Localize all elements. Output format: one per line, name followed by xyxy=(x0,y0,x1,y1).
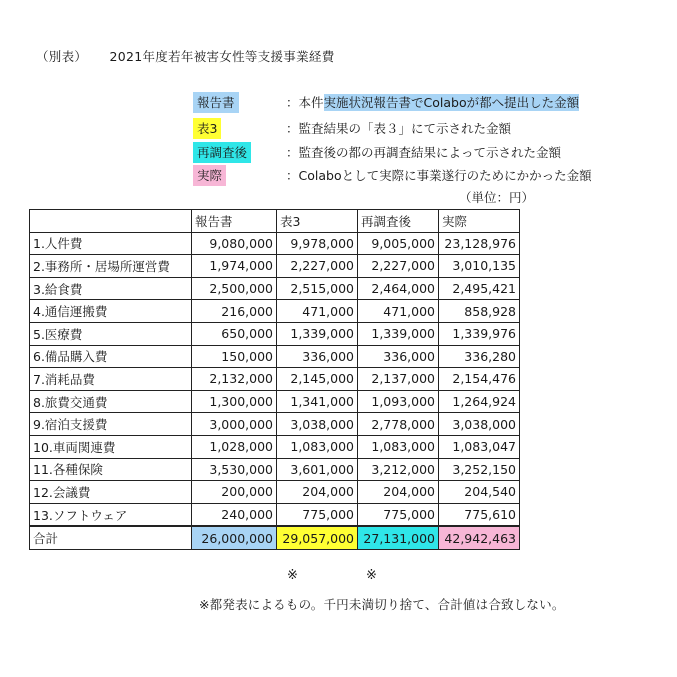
table-row xyxy=(30,255,520,278)
expense-table xyxy=(29,209,520,550)
unit-label: （単位：円） xyxy=(459,190,535,205)
table-row xyxy=(30,390,520,413)
cell-reinvestigation: 1,339,000 xyxy=(358,322,439,345)
cell-reinvestigation: 2,227,000 xyxy=(358,255,439,278)
cell-table3: 204,000 xyxy=(277,481,358,504)
legend-row-report xyxy=(193,92,580,113)
cell-report: 1,028,000 xyxy=(192,435,277,458)
cell-report: 2,132,000 xyxy=(192,368,277,391)
cell-report: 200,000 xyxy=(192,481,277,504)
note-mark-table3: ※ xyxy=(287,568,298,583)
cell-reinvestigation: 3,212,000 xyxy=(358,458,439,481)
header-report: 報告書 xyxy=(192,210,277,233)
row-label: 12.会議費 xyxy=(30,481,192,504)
cell-actual: 1,339,976 xyxy=(439,322,520,345)
table-row xyxy=(30,300,520,323)
table-row xyxy=(30,232,520,255)
table-row xyxy=(30,345,520,368)
row-label: 5.医療費 xyxy=(30,322,192,345)
total-report: 26,000,000 xyxy=(192,526,277,549)
cell-table3: 1,341,000 xyxy=(277,390,358,413)
legend-key-report: 報告書 xyxy=(193,92,239,113)
cell-report: 150,000 xyxy=(192,345,277,368)
cell-reinvestigation: 204,000 xyxy=(358,481,439,504)
legend-desc-table3: ：監査結果の「表３」にて示された金額 xyxy=(286,121,512,136)
row-label: 2.事務所・居場所運営費 xyxy=(30,255,192,278)
cell-reinvestigation: 1,083,000 xyxy=(358,435,439,458)
cell-report: 9,080,000 xyxy=(192,232,277,255)
cell-actual: 3,252,150 xyxy=(439,458,520,481)
row-label: 1.人件費 xyxy=(30,232,192,255)
row-label: 3.給食費 xyxy=(30,277,192,300)
cell-reinvestigation: 2,464,000 xyxy=(358,277,439,300)
cell-table3: 471,000 xyxy=(277,300,358,323)
cell-report: 2,500,000 xyxy=(192,277,277,300)
cell-actual: 858,928 xyxy=(439,300,520,323)
document-title xyxy=(36,47,335,65)
cell-reinvestigation: 9,005,000 xyxy=(358,232,439,255)
cell-actual: 3,038,000 xyxy=(439,413,520,436)
cell-actual: 204,540 xyxy=(439,481,520,504)
title-text: 2021年度若年被害女性等支援事業経費 xyxy=(109,49,335,64)
cell-report: 1,974,000 xyxy=(192,255,277,278)
row-label: 6.備品購入費 xyxy=(30,345,192,368)
table-row xyxy=(30,503,520,526)
cell-actual: 775,610 xyxy=(439,503,520,526)
row-label: 4.通信運搬費 xyxy=(30,300,192,323)
cell-report: 1,300,000 xyxy=(192,390,277,413)
row-label: 9.宿泊支援費 xyxy=(30,413,192,436)
cell-table3: 2,227,000 xyxy=(277,255,358,278)
table-row xyxy=(30,435,520,458)
cell-actual: 23,128,976 xyxy=(439,232,520,255)
row-label: 11.各種保険 xyxy=(30,458,192,481)
cell-table3: 336,000 xyxy=(277,345,358,368)
table-row xyxy=(30,458,520,481)
legend-row-table3 xyxy=(193,118,512,139)
cell-table3: 3,601,000 xyxy=(277,458,358,481)
legend-key-reinvestigation: 再調査後 xyxy=(193,142,251,163)
cell-actual: 336,280 xyxy=(439,345,520,368)
annex-label: （別表） xyxy=(36,49,88,64)
legend-desc-reinvestigation: ：監査後の都の再調査結果によって示された金額 xyxy=(286,145,562,160)
cell-table3: 2,515,000 xyxy=(277,277,358,300)
cell-actual: 3,010,135 xyxy=(439,255,520,278)
table-header-row xyxy=(30,210,520,233)
cell-table3: 775,000 xyxy=(277,503,358,526)
total-actual: 42,942,463 xyxy=(439,526,520,549)
header-blank xyxy=(30,210,192,233)
cell-table3: 1,083,000 xyxy=(277,435,358,458)
cell-report: 3,530,000 xyxy=(192,458,277,481)
cell-report: 650,000 xyxy=(192,322,277,345)
legend-key-actual: 実際 xyxy=(193,165,226,186)
cell-actual: 1,083,047 xyxy=(439,435,520,458)
row-label: 7.消耗品費 xyxy=(30,368,192,391)
cell-table3: 3,038,000 xyxy=(277,413,358,436)
cell-report: 3,000,000 xyxy=(192,413,277,436)
header-actual: 実際 xyxy=(439,210,520,233)
cell-actual: 1,264,924 xyxy=(439,390,520,413)
table-row xyxy=(30,481,520,504)
cell-reinvestigation: 1,093,000 xyxy=(358,390,439,413)
legend-key-table3: 表3 xyxy=(193,118,221,139)
table-total-row xyxy=(30,526,520,549)
cell-report: 240,000 xyxy=(192,503,277,526)
total-table3: 29,057,000 xyxy=(277,526,358,549)
row-label: 13.ソフトウェア xyxy=(30,503,192,526)
header-reinvestigation: 再調査後 xyxy=(358,210,439,233)
row-label: 8.旅費交通費 xyxy=(30,390,192,413)
row-label: 10.車両関連費 xyxy=(30,435,192,458)
cell-table3: 1,339,000 xyxy=(277,322,358,345)
total-label: 合計 xyxy=(30,526,192,549)
header-table3: 表3 xyxy=(277,210,358,233)
note-mark-reinvestigation: ※ xyxy=(366,568,377,583)
footnote: ※都発表によるもの。千円未満切り捨て、合計値は合致しない。 xyxy=(199,597,565,612)
cell-report: 216,000 xyxy=(192,300,277,323)
total-reinvestigation: 27,131,000 xyxy=(358,526,439,549)
legend-row-reinvestigation xyxy=(193,142,562,163)
cell-reinvestigation: 775,000 xyxy=(358,503,439,526)
cell-table3: 9,978,000 xyxy=(277,232,358,255)
legend-desc-report-highlight: 実施状況報告書でColaboが都へ提出した金額 xyxy=(323,95,580,110)
table-row xyxy=(30,322,520,345)
cell-reinvestigation: 471,000 xyxy=(358,300,439,323)
legend-desc-actual: ：Colaboとして実際に事業遂行のためにかかった金額 xyxy=(286,168,592,183)
cell-reinvestigation: 2,778,000 xyxy=(358,413,439,436)
legend-row-actual xyxy=(193,165,592,186)
cell-reinvestigation: 2,137,000 xyxy=(358,368,439,391)
table-row xyxy=(30,368,520,391)
cell-reinvestigation: 336,000 xyxy=(358,345,439,368)
table-row xyxy=(30,277,520,300)
legend-desc-report: ：本件実施状況報告書でColaboが都へ提出した金額 xyxy=(286,95,580,110)
table-row xyxy=(30,413,520,436)
cell-table3: 2,145,000 xyxy=(277,368,358,391)
cell-actual: 2,495,421 xyxy=(439,277,520,300)
cell-actual: 2,154,476 xyxy=(439,368,520,391)
